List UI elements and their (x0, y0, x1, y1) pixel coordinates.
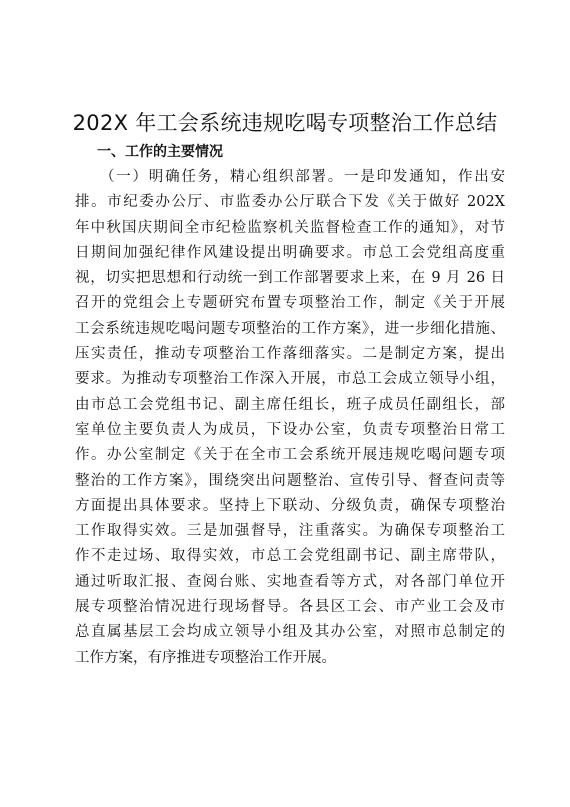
paragraph-line: 日期间加强纪律作风建设提出明确要求。市总工会党组高度重 (75, 244, 505, 261)
paragraph-line-last: 工作方案，有序推进专项整治工作开展。 (75, 649, 336, 666)
paragraph-line: 整治的工作方案》，围绕突出问题整治、宣传引导、督查问责等 (75, 472, 505, 489)
paragraph-line: （一）明确任务，精心组织部署。一是印发通知，作出安 (100, 169, 505, 185)
document-title: 202X 年工会系统违规吃喝专项整治工作总结 (72, 111, 498, 135)
paragraph-line: 方面提出具体要求。坚持上下联动、分级负责，确保专项整治 (75, 497, 505, 514)
paragraph-line: 召开的党组会上专题研究布置专项整治工作，制定《关于开展 (75, 295, 505, 312)
paragraph-line: 年中秋国庆期间全市纪检监察机关监督检查工作的通知》，对节 (75, 219, 505, 236)
paragraph-line: 工会系统违规吃喝问题专项整治的工作方案》，进一步细化措施、 (75, 320, 505, 337)
paragraph-line: 排。市纪委办公厅、市监委办公厅联合下发《关于做好 202X (75, 194, 505, 211)
section-heading: 一、工作的主要情况 (97, 144, 223, 160)
paragraph-line: 压实责任，推动专项整治工作落细落实。二是制定方案，提出 (75, 346, 505, 363)
paragraph-line: 室单位主要负责人为成员，下设办公室，负责专项整治日常工 (75, 421, 505, 438)
paragraph-line: 由市总工会党组书记、副主席任组长，班子成员任副组长，部 (75, 396, 505, 413)
body-paragraph (75, 165, 505, 671)
paragraph-line: 要求。为推动专项整治工作深入开展，市总工会成立领导小组， (75, 371, 505, 388)
paragraph-line: 工作取得实效。三是加强督导，注重落实。为确保专项整治工 (75, 523, 505, 540)
paragraph-line: 总直属基层工会均成立领导小组及其办公室，对照市总制定的 (75, 624, 505, 641)
paragraph-line: 视，切实把思想和行动统一到工作部署要求上来，在 9 月 26 日 (75, 270, 505, 287)
paragraph-line: 展专项整治情况进行现场督导。各县区工会、市产业工会及市 (75, 599, 505, 616)
paragraph-line: 作不走过场、取得实效，市总工会党组副书记、副主席带队， (75, 548, 505, 565)
paragraph-line: 通过听取汇报、查阅台账、实地查看等方式，对各部门单位开 (75, 573, 505, 590)
paragraph-line: 作。办公室制定《关于在全市工会系统开展违规吃喝问题专项 (75, 447, 505, 464)
